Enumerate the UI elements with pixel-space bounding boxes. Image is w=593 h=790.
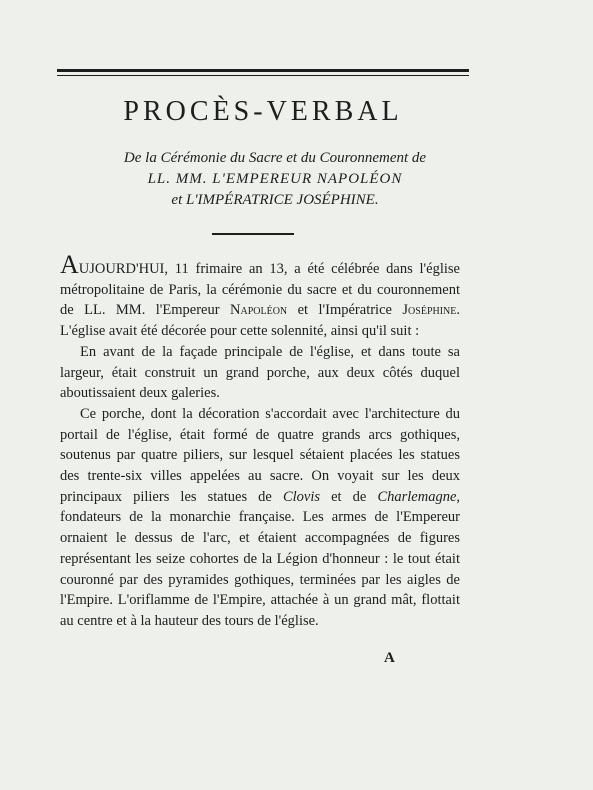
name-charlemagne: Charlemagne xyxy=(377,488,457,505)
paragraph-3-text-3: , fondateurs de la monarchie française. Les armes de l'Empereur ornaient le dessus de l'arc, et étaient accompagnées de figures représentant les seize cohortes de la Légion d'honneur : le tout était couronné par des pyramides gothiques, terminées par les aigles de l'Empire. L'oriflamme de l'Empire, attachée à un grand mât, flottait au centre et à la hauteur des tours de l'église. xyxy=(60,488,460,629)
top-double-rule xyxy=(57,69,469,76)
subtitle-line-1: De la Cérémonie du Sacre et du Couronnement de xyxy=(123,150,427,166)
body-text xyxy=(60,250,461,632)
paragraph-3-text-2: et de xyxy=(320,488,378,505)
section-divider xyxy=(212,233,294,235)
drop-cap: A xyxy=(60,250,79,279)
paragraph-1-text-2: et l'Impératrice xyxy=(287,302,403,319)
subtitle xyxy=(75,148,475,211)
paragraph-3-text-1: Ce porche, dont la décoration s'accordait avec l'architecture du portail de l'église, était formé de quatre grands arcs gothiques, soutenus par quatre piliers, sur lesquel sétaient placées les statues des trente-six villes appelées au sacre. On voyait sur les deux principaux piliers les statues de xyxy=(60,405,460,505)
page-title: PROCÈS-VERBAL xyxy=(123,96,403,127)
name-josephine: Joséphine xyxy=(402,302,457,319)
subtitle-line-2: LL. MM. L'EMPEREUR NAPOLÉON xyxy=(147,171,403,187)
paragraph-1 xyxy=(60,250,461,342)
subtitle-line-3: et L'IMPÉRATRICE JOSÉPHINE. xyxy=(171,192,379,208)
name-napoleon: Napoléon xyxy=(230,302,288,319)
signature-mark: A xyxy=(384,650,395,666)
lead-word: UJOURD'HUI, xyxy=(78,261,168,277)
paragraph-1-text-3: . L'église avait été décorée pour cette solennité, ainsi qu'il suit : xyxy=(60,302,461,340)
paragraph-2: En avant de la façade principale de l'église, et dans toute sa largeur, était construit un grand porche, aux deux côtés duquel aboutissaient deux galeries. xyxy=(60,343,460,402)
paragraph-1-text-1: 11 frimaire an 13, a été célébrée dans l'église métropolitaine de Paris, la cérémonie du sacre et du couronnement de LL. MM. l'Empereur xyxy=(60,261,460,319)
name-clovis: Clovis xyxy=(282,488,321,505)
paragraph-3 xyxy=(60,404,460,632)
